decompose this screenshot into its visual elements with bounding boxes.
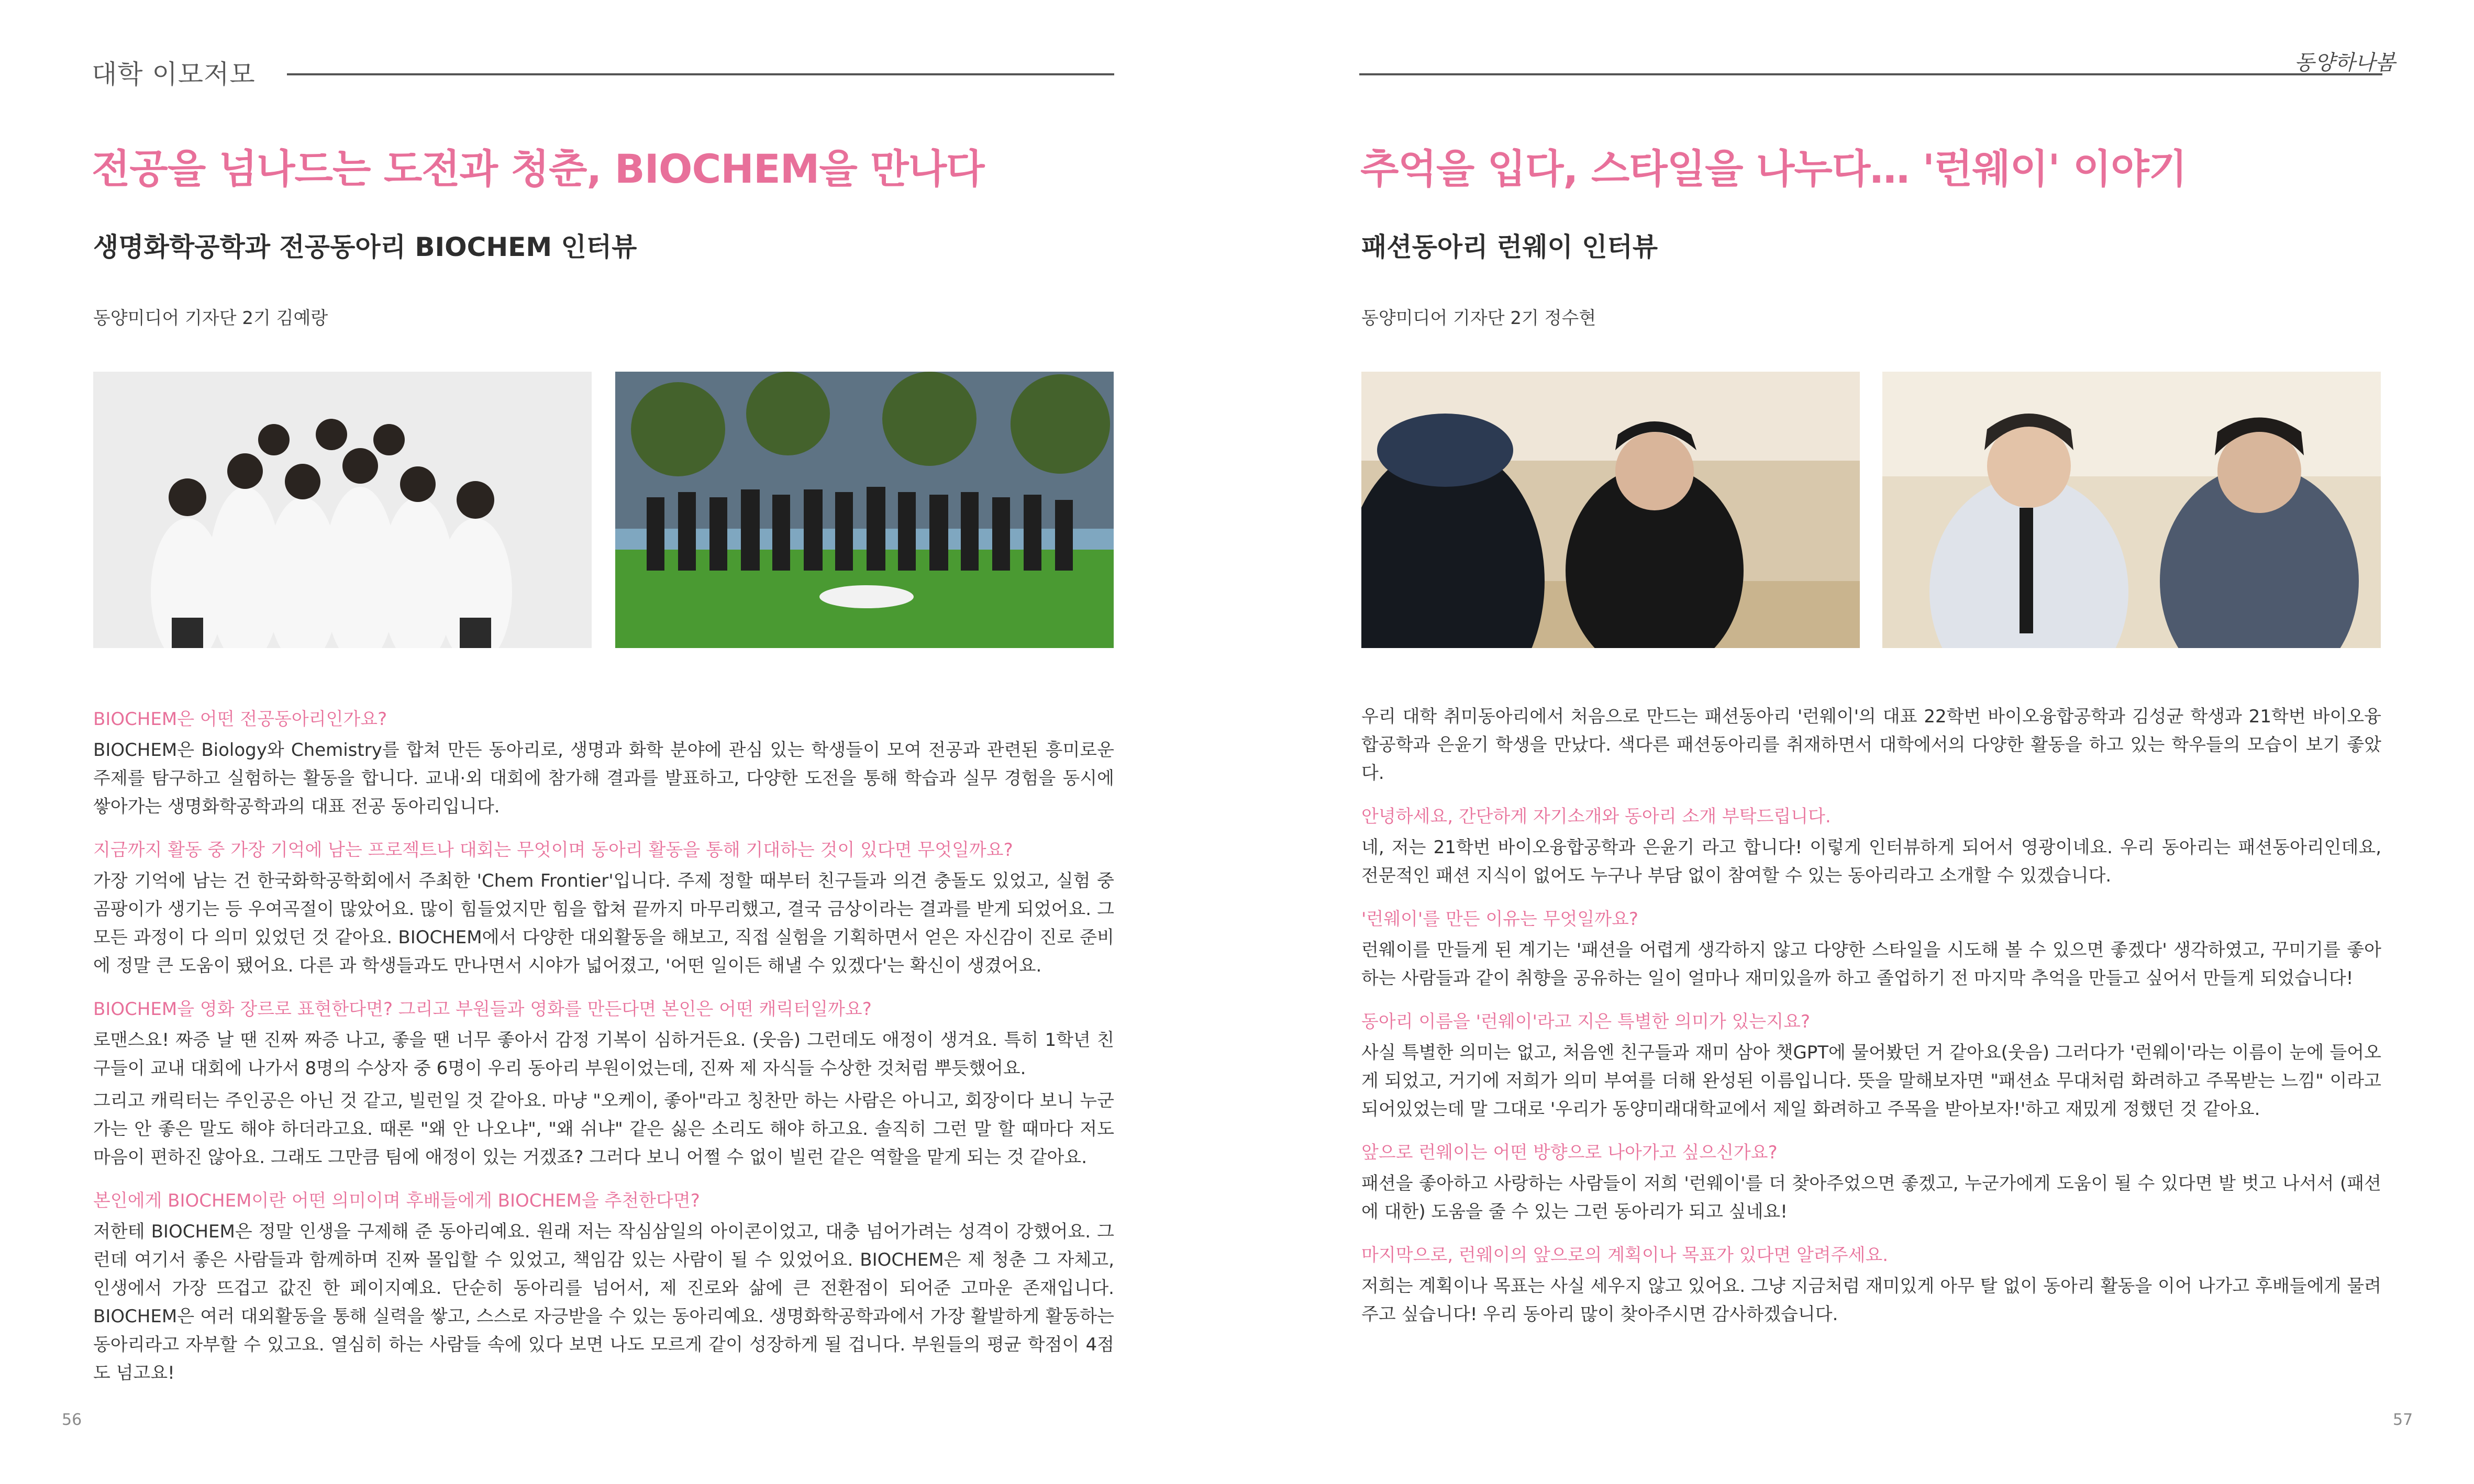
right-answer-3: 사실 특별한 의미는 없고, 처음엔 친구들과 재미 삼아 챗GPT에 물어봤던 거 같아요(웃음) 그러다가 '런웨이'라는 이름이 눈에 들어오게 되었고, 거기에 저희가 의미 부여를 더해 완성된 이름입니다. 뜻을 말해보자면 "패션쇼 무대처럼 화려하고 주목받는 느낌" 이라고 되어있었는데 말 그대로 '우리가 동양미래대학교에서 제일 화려하고 주목을 받아보자!'하고 재밌게 정했던 것 같아요. <box>1361 1042 2381 1120</box>
right-answer-4: 패션을 좋아하고 사랑하는 사람들이 저희 '런웨이'를 더 찾아주었으면 좋겠고, 누군가에게 도움이 될 수 있다면 발 벗고 나서서 (패션에 대한) 도움을 줄 수 있는 그런 동아리가 되고 싶네요! <box>1361 1173 2381 1222</box>
left-byline: 동양미디어 기자단 2기 김예랑 <box>93 308 328 329</box>
left-question-3: BIOCHEM을 영화 장르로 표현한다면? 그리고 부원들과 영화를 만든다면 본인은 어떤 캐릭터일까요? <box>93 999 872 1020</box>
right-answer-1: 네, 저는 21학번 바이오융합공학과 은윤기 라고 합니다! 이렇게 인터뷰하게 되어서 영광이네요. 우리 동아리는 패션동아리인데요, 전문적인 패션 지식이 없어도 누구나 부담 없이 참여할 수 있는 동아리라고 소개할 수 있겠습니다. <box>1361 837 2381 886</box>
right-question-4: 앞으로 런웨이는 어떤 방향으로 나아가고 싶으신가요? <box>1361 1142 1778 1163</box>
left-qa-column <box>93 706 1114 1391</box>
left-answer-4: 저한테 BIOCHEM은 정말 인생을 구제해 준 동아리예요. 원래 저는 작심삼일의 아이콘이었고, 대충 넘어가려는 성격이 강했어요. 그런데 여기서 좋은 사람들과 함께하며 진짜 몰입할 수 있었고, 책임감 있는 사람이 될 수 있었어요. BIOCHEM은 제 청춘 그 자체고, 인생에서 가장 뜨겁고 값진 한 페이지예요. 단순히 동아리를 넘어서, 제 진로와 삶에 큰 전환점이 되어준 고마운 존재입니다. BIOCHEM은 여러 대외활동을 통해 실력을 쌓고, 스스로 자긍받을 수 있는 동아리예요. 생명화학공학과에서 가장 활발하게 활동하는 동아리라고 자부할 수 있고요. 열심히 하는 사람들 속에 있다 보면 나도 모르게 같이 성장하게 될 겁니다. 부원들의 평균 학점이 4점도 넘고요! <box>93 1221 1114 1383</box>
section-label: 대학 이모저모 <box>92 59 256 90</box>
right-answer-2: 런웨이를 만들게 된 계기는 '패션을 어렵게 생각하지 않고 다양한 스타일을 시도해 볼 수 있으면 좋겠다' 생각하였고, 꾸미기를 좋아하는 사람들과 같이 취향을 공유하는 일이 얼마나 재미있을까 하고 졸업하기 전 마지막 추억을 만들고 싶어서 만들게 되었습니다! <box>1361 940 2381 989</box>
left-article-subtitle: 생명화학공학과 전공동아리 BIOCHEM 인터뷰 <box>93 232 637 262</box>
right-question-5: 마지막으로, 런웨이의 앞으로의 계획이나 목표가 있다면 알려주세요. <box>1361 1245 1889 1266</box>
left-page-number: 56 <box>62 1411 82 1429</box>
right-answer-5: 저희는 계획이나 목표는 사실 세우지 않고 있어요. 그냥 지금처럼 재미있게 아무 탈 없이 동아리 활동을 이어 나가고 후배들에게 물려주고 싶습니다! 우리 동아리 많이 찾아주시면 감사하겠습니다. <box>1361 1276 2381 1325</box>
right-page-number: 57 <box>2393 1411 2413 1429</box>
right-question-1: 안녕하세요, 간단하게 자기소개와 동아리 소개 부탁드립니다. <box>1361 806 1831 827</box>
header-rule-right <box>1359 73 2382 75</box>
runway-interview-photo-1 <box>1361 372 1860 648</box>
right-byline: 동양미디어 기자단 2기 정수현 <box>1361 308 1596 329</box>
left-question-4: 본인에게 BIOCHEM이란 어떤 의미이며 후배들에게 BIOCHEM을 추천한다면? <box>93 1190 700 1211</box>
right-article-subtitle: 패션동아리 런웨이 인터뷰 <box>1361 232 1658 262</box>
header-rule-left <box>287 73 1114 75</box>
biochem-group-photo-outdoor <box>615 372 1114 648</box>
left-answer-3b: 그리고 캐릭터는 주인공은 아닌 것 같고, 빌런일 것 같아요. 마냥 "오케이, 좋아"라고 칭찬만 하는 사람은 아니고, 회장이다 보니 누군가는 안 좋은 말도 해야 하더라고요. 때론 "왜 안 나오냐", "왜 쉬냐" 같은 싫은 소리도 해야 하고요. 솔직히 그런 말 할 때마다 저도 마음이 편하진 않아요. 그래도 그만큼 팀에 애정이 있는 거겠죠? 그러다 보니 어쩔 수 없이 빌런 같은 역할을 맡게 되는 것 같아요. <box>93 1090 1114 1168</box>
right-intro: 우리 대학 취미동아리에서 처음으로 만드는 패션동아리 '런웨이'의 대표 22학번 바이오융합공학과 김성균 학생과 21학번 바이오융합공학과 은윤기 학생을 만났다. 색다른 패션동아리를 취재하면서 대학에서의 다양한 활동을 하고 있는 학우들의 모습이 보기 좋았다. <box>1361 706 2381 784</box>
runway-interview-photo-2 <box>1882 372 2381 648</box>
right-question-3: 동아리 이름을 '런웨이'라고 지은 특별한 의미가 있는지요? <box>1361 1011 1810 1032</box>
right-question-2: '런웨이'를 만든 이유는 무엇일까요? <box>1361 909 1638 930</box>
left-question-1: BIOCHEM은 어떤 전공동아리인가요? <box>93 709 387 730</box>
right-qa-column <box>1361 702 2381 1333</box>
left-answer-1: BIOCHEM은 Biology와 Chemistry를 합쳐 만든 동아리로, 생명과 화학 분야에 관심 있는 학생들이 모여 전공과 관련된 흥미로운 주제를 탐구하고 실험하는 활동을 합니다. 교내·외 대회에 참가해 결과를 발표하고, 다양한 도전을 통해 학습과 실무 경험을 동시에 쌓아가는 생명화학공학과의 대표 전공 동아리입니다. <box>93 740 1114 817</box>
left-article-title: 전공을 넘나드는 도전과 청춘, BIOCHEM을 만나다 <box>92 146 984 192</box>
magazine-logo: 동양하나봄 <box>2294 51 2395 75</box>
right-article-title: 추억을 입다, 스타일을 나누다… '런웨이' 이야기 <box>1360 146 2187 192</box>
biochem-group-photo-studio <box>93 372 592 648</box>
left-question-2: 지금까지 활동 중 가장 기억에 남는 프로젝트나 대회는 무엇이며 동아리 활동을 통해 기대하는 것이 있다면 무엇일까요? <box>93 840 1013 861</box>
left-answer-2: 가장 기억에 남는 건 한국화학공학회에서 주최한 'Chem Frontier'입니다. 주제 정할 때부터 친구들과 의견 충돌도 있었고, 실험 중 곰팡이가 생기는 등 우여곡절이 많았어요. 많이 힘들었지만 힘을 합쳐 끝까지 마무리했고, 결국 금상이라는 결과를 받게 되었어요. 그 모든 과정이 다 의미 있었던 것 같아요. BIOCHEM에서 다양한 대외활동을 해보고, 직접 실험을 기획하면서 얻은 자신감이 진로 준비에 정말 큰 도움이 됐어요. 다른 과 학생들과도 만나면서 시야가 넓어졌고, '어떤 일이든 해낼 수 있겠다'는 확신이 생겼어요. <box>93 871 1114 976</box>
left-answer-3a: 로맨스요! 짜증 날 땐 진짜 짜증 나고, 좋을 땐 너무 좋아서 감정 기복이 심하거든요. (웃음) 그런데도 애정이 생겨요. 특히 1학년 친구들이 교내 대회에 나가서 8명의 수상자 중 6명이 우리 동아리 부원이었는데, 진짜 제 자식들 수상한 것처럼 뿌듯했어요. <box>93 1030 1114 1079</box>
